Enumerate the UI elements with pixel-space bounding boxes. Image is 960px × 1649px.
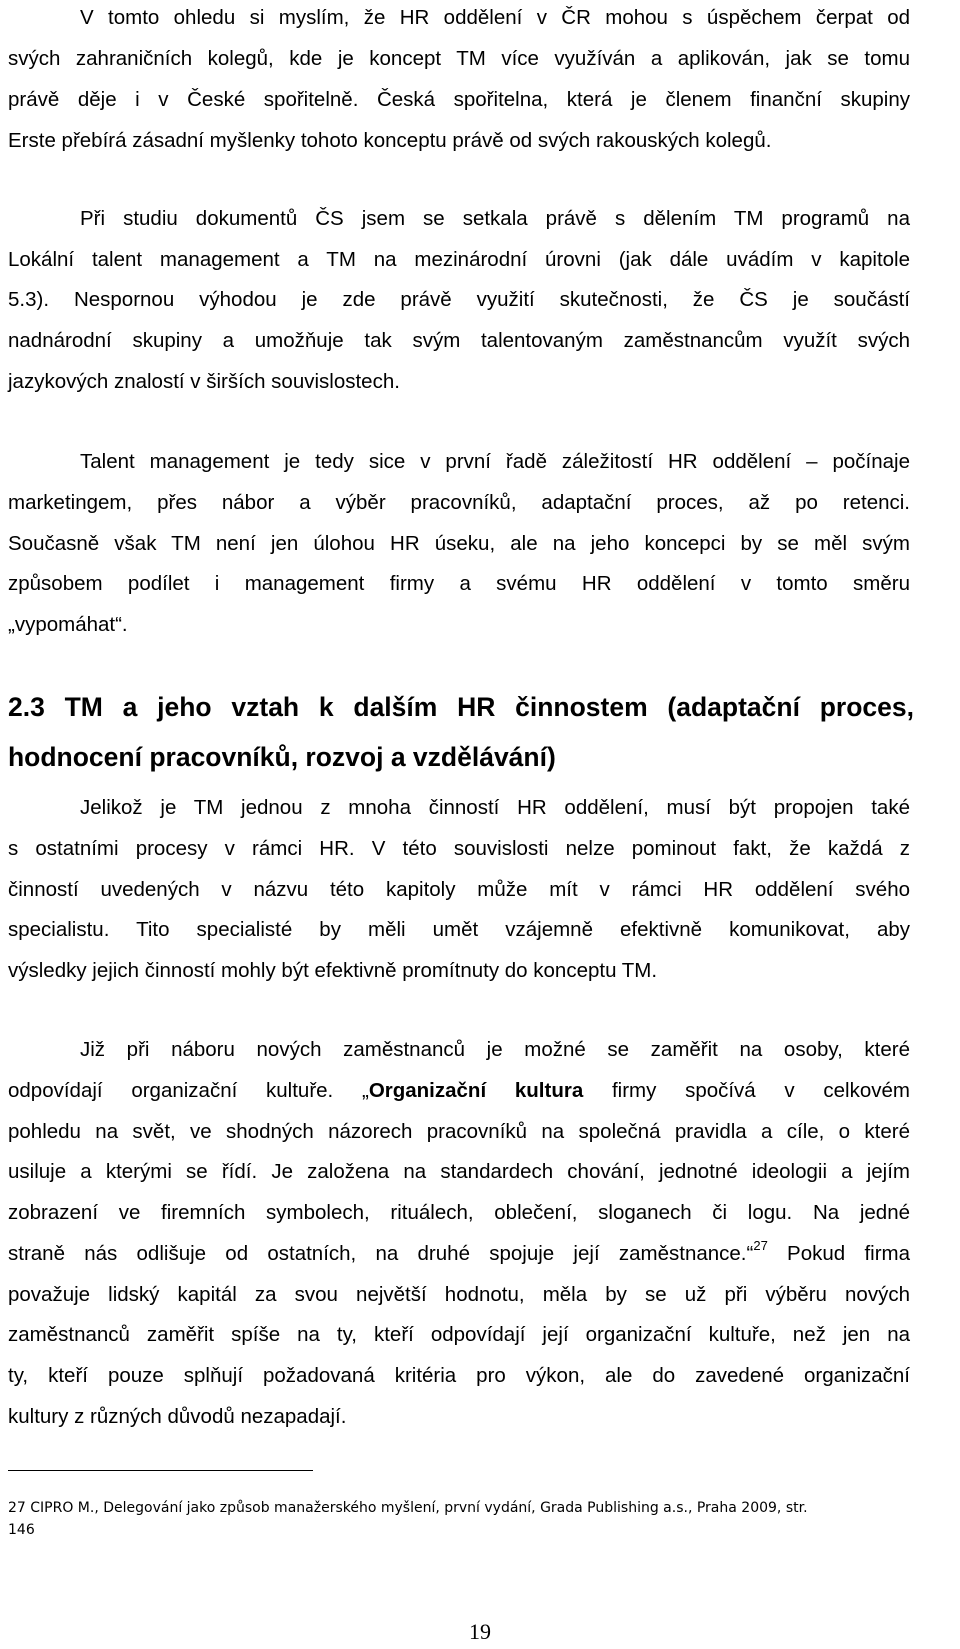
footnote-line-2: 146 [8, 1522, 35, 1538]
paragraph-5-line-3: pohledu na svět, ve shodných názorech pracovníků na společná pravidla a cíle, o které [8, 1120, 910, 1143]
page-number: 19 [469, 1619, 491, 1644]
organizational-culture-term: Organizační kultura [368, 1079, 584, 1102]
paragraph-5-line-9: ty, kteří pouze splňují požadovaná kritéria pro výkon, ale do zavedené organizační [8, 1364, 910, 1387]
paragraph-4-line-2: s ostatními procesy v rámci HR. V této souvislosti nelze pominout fakt, že každá z [8, 837, 910, 860]
paragraph-2-line-2: Lokální talent management a TM na mezinárodní úrovni (jak dále uvádím v kapitole [8, 248, 910, 271]
paragraph-2-line-1: Při studiu dokumentů ČS jsem se setkala právě s dělením TM programů na [80, 207, 910, 230]
paragraph-4-line-4: specialistu. Tito specialisté by měli umět vzájemně efektivně komunikovat, aby [8, 918, 910, 941]
paragraph-5-line-10: kultury z různých důvodů nezapadají. [8, 1405, 347, 1428]
paragraph-5-line-2 [8, 1078, 910, 1104]
paragraph-3-line-2: marketingem, přes nábor a výběr pracovníků, adaptační proces, až po retenci. [8, 491, 910, 514]
paragraph-5-line-2-start: odpovídají organizační kultuře. „ [8, 1079, 369, 1102]
paragraph-1-line-4: Erste přebírá zásadní myšlenky tohoto konceptu právě od svých rakouských kolegů. [8, 129, 772, 152]
paragraph-4-line-3: činností uvedených v názvu této kapitoly může mít v rámci HR oddělení svého [8, 878, 910, 901]
paragraph-1-line-2: svých zahraničních kolegů, kde je koncept TM více využíván a aplikován, jak se tomu [8, 47, 910, 70]
paragraph-5-line-2-end: firmy spočívá v celkovém [583, 1079, 910, 1102]
section-heading-line-2: hodnocení pracovníků, rozvoj a vzdělávání) [8, 742, 556, 772]
paragraph-1-line-1: V tomto ohledu si myslím, že HR oddělení v ČR mohou s úspěchem čerpat od [80, 6, 910, 29]
paragraph-5-line-8: zaměstnanců zaměřit spíše na ty, kteří odpovídají její organizační kultuře, než jen na [8, 1323, 910, 1346]
paragraph-3-line-5: „vypomáhat“. [8, 613, 128, 636]
paragraph-2-line-4: nadnárodní skupiny a umožňuje tak svým talentovaným zaměstnancům využít svých [8, 329, 910, 352]
section-heading-line-1: 2.3 TM a jeho vztah k dalším HR činnostem (adaptační proces, [8, 692, 914, 722]
paragraph-3-line-3: Současně však TM není jen úlohou HR úseku, ale na jeho koncepci by se měl svým [8, 532, 910, 555]
paragraph-5-line-4: usiluje a kterými se řídí. Je založena na standardech chování, jednotné ideologii a jejím [8, 1160, 910, 1183]
paragraph-2-line-3: 5.3). Nespornou výhodou je zde právě využití skutečnosti, že ČS je součástí [8, 288, 910, 311]
paragraph-3-line-4: způsobem podílet i management firmy a svému HR oddělení v tomto směru [8, 572, 910, 595]
footnote-line-1: 27 CIPRO M., Delegování jako způsob manažerského myšlení, první vydání, Grada Publishing a.s., Praha 2009, str. [8, 1500, 808, 1516]
footnote-separator [8, 1470, 313, 1471]
paragraph-5-line-1: Již při náboru nových zaměstnanců je možné se zaměřit na osoby, které [80, 1038, 910, 1061]
paragraph-1-line-3: právě děje i v České spořitelně. Česká spořitelna, která je členem finanční skupiny [8, 88, 910, 111]
paragraph-2-line-5: jazykových znalostí v širších souvislostech. [8, 370, 400, 393]
paragraph-5-line-6-end: Pokud firma [767, 1242, 910, 1265]
paragraph-5-line-6-start: straně nás odlišuje od ostatních, na druhé spojuje její zaměstnance.“ [8, 1242, 754, 1265]
footnote-reference[interactable]: 27 [753, 1238, 768, 1254]
paragraph-3-line-1: Talent management je tedy sice v první řadě záležitostí HR oddělení – počínaje [80, 450, 910, 473]
paragraph-5-line-5: zobrazení ve firemních symbolech, rituálech, oblečení, sloganech či logu. Na jedné [8, 1201, 910, 1224]
paragraph-4-line-5: výsledky jejich činností mohly být efektivně promítnuty do konceptu TM. [8, 959, 658, 982]
paragraph-4-line-1: Jelikož je TM jednou z mnoha činností HR oddělení, musí být propojen také [80, 796, 910, 819]
paragraph-5-line-6 [8, 1238, 910, 1267]
paragraph-5-line-7: považuje lidský kapitál za svou největší hodnotu, měla by se už při výběru nových [8, 1283, 910, 1306]
